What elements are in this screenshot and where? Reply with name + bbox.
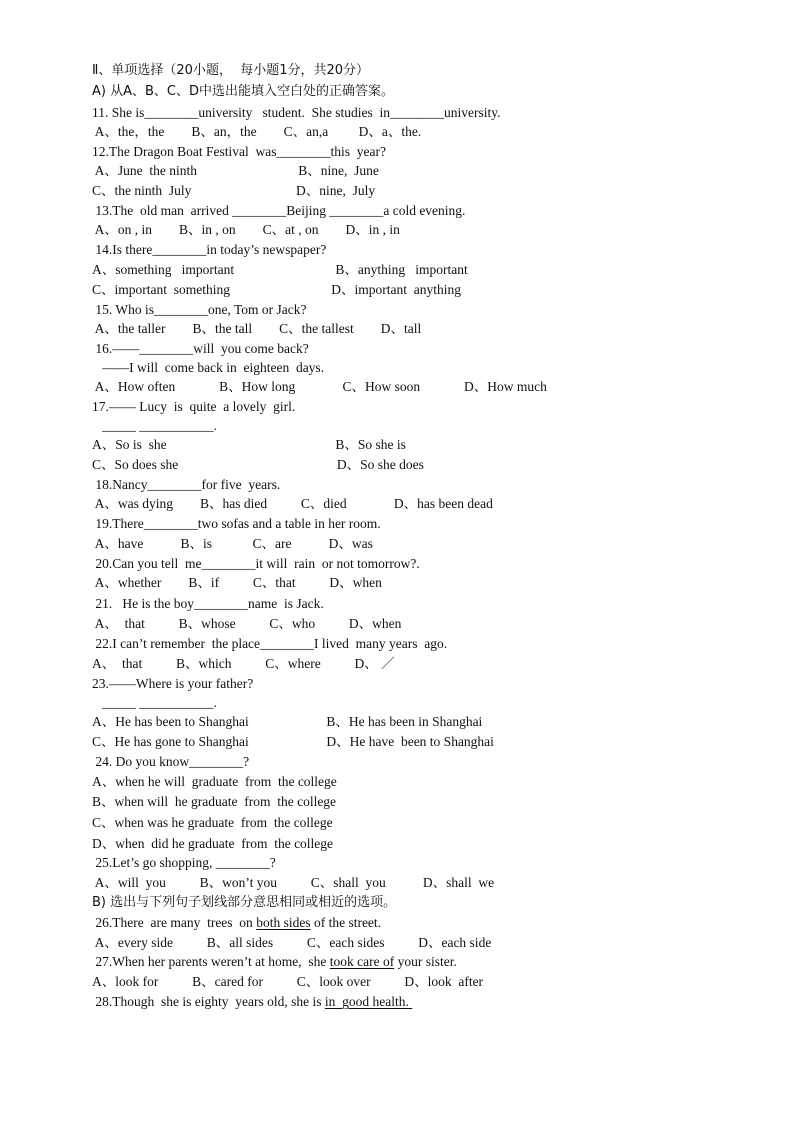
q11-stem: 11. She is________university student. She studies in________university. bbox=[92, 105, 501, 120]
q27-options: A、look for B、cared for C、look over D、look after bbox=[92, 974, 484, 989]
q17-options-ab: A、So is she B、So she is bbox=[92, 437, 406, 452]
q15-stem: 15. Who is________one, Tom or Jack? bbox=[92, 302, 307, 317]
q26-underlined-phrase: both sides bbox=[256, 915, 311, 930]
q21-stem: 21. He is the boy________name is Jack. bbox=[92, 596, 324, 611]
q20-stem: 20.Can you tell me________it will rain or not tomorrow?. bbox=[92, 556, 420, 571]
q14-stem: 14.Is there________in today’s newspaper? bbox=[92, 242, 327, 257]
q28-stem bbox=[92, 993, 412, 1011]
q26-stem-before: 26.There are many trees on bbox=[92, 915, 257, 930]
q12-stem: 12.The Dragon Boat Festival was________this year? bbox=[92, 144, 386, 159]
section-heading: Ⅱ、单项选择（20小题， 每小题1分，共20分） bbox=[92, 63, 370, 78]
q27-underlined-phrase: took care of bbox=[329, 954, 395, 969]
q17-options-cd: C、So does she D、So she does bbox=[92, 457, 424, 472]
q28-stem-before: 28.Though she is eighty years old, she is bbox=[92, 994, 325, 1009]
q12-options-cd: C、the ninth July D、nine, July bbox=[92, 183, 376, 198]
q24-option-d: D、when did he graduate from the college bbox=[92, 836, 334, 851]
q16-stem: 16.——________will you come back? bbox=[92, 341, 309, 356]
q25-stem: 25.Let’s go shopping, ________? bbox=[92, 855, 276, 870]
q17-stem: 17.—— Lucy is quite a lovely girl. bbox=[92, 399, 296, 414]
q27-stem bbox=[92, 953, 457, 971]
q24-option-c: C、when was he graduate from the college bbox=[92, 815, 333, 830]
q23-stem: 23.——Where is your father? bbox=[92, 676, 254, 691]
q14-options-ab: A、something important B、anything important bbox=[92, 262, 468, 277]
q26-options: A、every side B、all sides C、each sides D、each side bbox=[92, 935, 492, 950]
q27-stem-before: 27.When her parents weren’t at home, she bbox=[92, 954, 330, 969]
q11-options: A、the，the B、an，the C、an,a D、a、the. bbox=[92, 124, 422, 139]
part-b-instruction: B) 选出与下列句子划线部分意思相同或相近的选项。 bbox=[92, 895, 397, 910]
q25-options: A、will you B、won’t you C、shall you D、shall we bbox=[92, 875, 495, 890]
q22-options: A、 that B、which C、where D、 ／ bbox=[92, 656, 395, 671]
q18-stem: 18.Nancy________for five years. bbox=[92, 477, 281, 492]
q18-options: A、was dying B、has died C、died D、has been dead bbox=[92, 496, 493, 511]
q20-options: A、whether B、if C、that D、when bbox=[92, 575, 382, 590]
q19-stem: 19.There________two sofas and a table in her room. bbox=[92, 516, 381, 531]
q19-options: A、have B、is C、are D、was bbox=[92, 536, 373, 551]
q16-options: A、How often B、How long C、How soon D、How much bbox=[92, 379, 547, 394]
q14-options-cd: C、important something D、important anything bbox=[92, 282, 461, 297]
q24-stem: 24. Do you know________? bbox=[92, 754, 250, 769]
q21-options: A、 that B、whose C、who D、when bbox=[92, 616, 402, 631]
q12-options-ab: A、June the ninth B、nine, June bbox=[92, 163, 379, 178]
q28-underlined-phrase: in good health. bbox=[324, 994, 413, 1009]
q24-option-a: A、when he will graduate from the college bbox=[92, 774, 337, 789]
q16-reply: ——I will come back in eighteen days. bbox=[92, 360, 325, 375]
q26-stem bbox=[92, 914, 381, 932]
part-a-instruction: A) 从A、B、C、D中选出能填入空白处的正确答案。 bbox=[92, 84, 394, 99]
q23-options-cd: C、He has gone to Shanghai D、He have been to Shanghai bbox=[92, 734, 494, 749]
q15-options: A、the taller B、the tall C、the tallest D、tall bbox=[92, 321, 422, 336]
q23-options-ab: A、He has been to Shanghai B、He has been in Shanghai bbox=[92, 714, 483, 729]
q13-stem: 13.The old man arrived ________Beijing ________a cold evening. bbox=[92, 203, 466, 218]
q17-reply: _____ ___________. bbox=[92, 418, 217, 433]
q27-stem-after: your sister. bbox=[394, 954, 457, 969]
q13-options: A、on , in B、in , on C、at , on D、in , in bbox=[92, 222, 400, 237]
q22-stem: 22.I can’t remember the place________I lived many years ago. bbox=[92, 636, 448, 651]
q24-option-b: B、when will he graduate from the college bbox=[92, 794, 337, 809]
q26-stem-after: of the street. bbox=[310, 915, 382, 930]
q23-reply: _____ ___________. bbox=[92, 695, 217, 710]
